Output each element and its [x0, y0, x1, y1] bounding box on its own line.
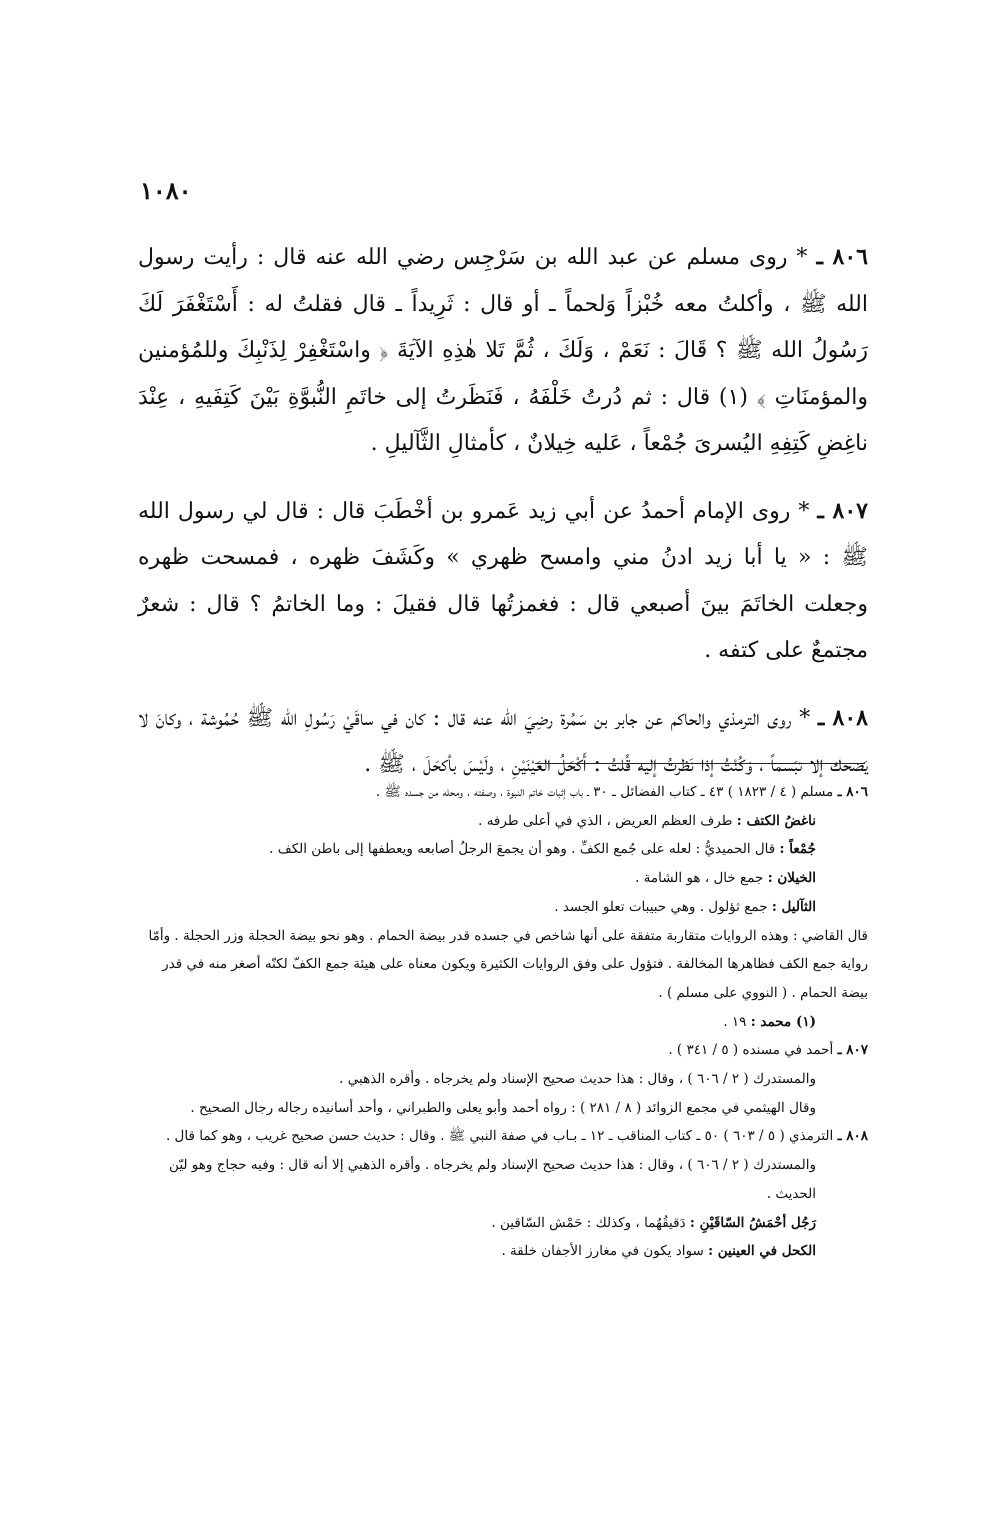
footnote-label: ناغضُ الكتف : — [736, 812, 816, 829]
footnote-text: سواد يكون في مغارز الأجفان خلقة . — [501, 1243, 704, 1260]
footnote-label: الخيلان : — [767, 870, 816, 887]
footnote-line — [138, 1094, 868, 1123]
footnote-text: جمع ثؤلول . وهي حبيبات تعلو الجسد . — [554, 898, 768, 915]
footnote-text: مسلم ( ٤ / ١٨٢٣ ) ٤٣ ـ كتاب الفضائل ـ ٣٠ ـ باب إثبات خاتم النبوة ، وصفته ، ومحله من جسده ﷺ . — [375, 784, 834, 800]
hadith-text: * روى الإمام أحمدُ عن أبي زيد عَمرو بن أخْطَبَ قال : قال لي رسول الله ﷺ : « يا أبا زيد ادنُ مني وامسح ظهري » وكَشَفَ ظهره ، فمسحت ظهره وجعلت الخاتَمَ بينَ أصبعي قال : فغمزتُها قال فقيلَ : وما الخاتمُ ؟ قال : شعرٌ مجتمعٌ على كتفه . — [138, 498, 868, 663]
footnote-text: وقال الهيثمي في مجمع الزوائد ( ٨ / ٢٨١ ) : رواه أحمد وأبو يعلى والطبراني ، وأحد أسانيده رجاله رجال الصحيح . — [190, 1099, 816, 1116]
main-text — [138, 234, 868, 809]
footnote-number: ٨٠٨ ـ — [837, 1128, 868, 1145]
footnote-line — [138, 1209, 868, 1238]
footnote-text: قال الحميديُّ : لعله على جُمع الكفِّ . وهو أن يجمعَ الرجلُ أصابعه ويعطفها إلى باطن الكف . — [269, 841, 776, 858]
footnote-text: أحمد في مسنده ( ٥ / ٣٤١ ) . — [668, 1042, 834, 1059]
hadith-text: * روى مسلم عن عبد الله بن سَرْجِس رضي الله عنه قال : رأيت رسول الله ﷺ ، وأكلتُ معه خُبْزاً وَلحماً ـ أو قال : ثَرِيداً ـ قال فقلتُ له : أَسْتَغْفَرَ لَكَ رَسُولُ الله ﷺ ؟ قَالَ : نَعَمْ ، وَلَكَ ، ثُمَّ تَلا هٰذِهِ الآيَةَ ﴿ واسْتَغْفِرْ لِذَنْبِكَ وللمُؤمنين والمؤمنَاتِ ﴾ (١) قال : ثم دُرتُ خَلْفَهُ ، فَنَظَرتُ إلى خاتَمِ النُّبوَّةِ بَيْنَ كَتِفَيهِ ، عِنْدَ ناغِضِ كَتِفِهِ اليُسرىَ جُمْعاً ، عَليه خِيلانٌ ، كأمثالِ الثَّآليلِ . — [138, 245, 868, 456]
footnote-text: جمع خال ، هو الشامة . — [635, 870, 764, 887]
footnote-line — [138, 893, 868, 922]
footnote-text: والمستدرك ( ٢ / ٦٠٦ ) ، وقال : هذا حديث صحيح الإسناد ولم يخرجاه . وأقره الذهبي إلا أنه قال : وفيه حجاج وهو ليّن الحديث . — [169, 1157, 816, 1202]
hadith-number: ٨٠٨ ـ — [817, 704, 868, 731]
hadith-paragraph — [138, 234, 868, 468]
footnote-label: جُمْعاً : — [779, 841, 816, 858]
footnote-text: ١٩ . — [723, 1013, 747, 1030]
page-number: ١٠٨٠ — [140, 176, 192, 205]
footnote-line — [138, 807, 868, 836]
footnote-line — [138, 1237, 868, 1266]
footnote-line — [138, 1036, 868, 1065]
footnote-text: دَقيقُهُما ، وكذلك : حَمْش السّاقين . — [491, 1214, 686, 1231]
footnote-line — [138, 1065, 868, 1094]
footnote-text: قال القاضي : وهذه الروايات متقاربة متفقة على أنها شاخص في جسده قدر بيضة الحمام . وهو نحو بيضة الحجلة وزر الحجلة . وأمّا رواية جمع الكف فظاهرها المخالفة . فتؤول على وفق الروايات الكثيرة ويكون معناه على هيئة جمع الكفّ لكنّه أصغر منه في قدر بيضة الحمام . ( النووي على مسلم ) . — [148, 927, 868, 1001]
footnote-line — [138, 1151, 868, 1208]
footnote-line — [138, 1122, 868, 1151]
footnote-label: الثآليل : — [771, 898, 816, 915]
hadith-paragraph — [138, 695, 868, 789]
footnote-text: والمستدرك ( ٢ / ٦٠٦ ) ، وقال : هذا حديث صحيح الإسناد ولم يخرجاه . وأقره الذهبي . — [339, 1071, 816, 1088]
footnote-line — [138, 778, 868, 807]
footnote-label: الكحل في العينين : — [708, 1243, 816, 1260]
footnote-text: الترمذي ( ٥ / ٦٠٣ ) ٥٠ ـ كتاب المناقب ـ ١٢ ـ بـاب في صفة النبي ﷺ . وقال : حديث حسن صحيح غريب ، وهو كما قال . — [165, 1128, 834, 1145]
footnote-label: رَجُل أحْمَشُ السّاقَيْنِ : — [689, 1214, 816, 1231]
footnote-line — [138, 1008, 868, 1037]
footnotes — [138, 778, 868, 1266]
hadith-paragraph — [138, 488, 868, 675]
hadith-text: * روى الترمذي والحاكم عن جابر بن سَمُرة رضِيَ الله عنه قال : كان في ساقَيْ رَسُولِ الله ﷺ حُمُوشة ، وكانَ لا يَضحك إلا تبَسماً ، وَكُنْتُ إذا نَظرتُ إليه قُلتُ : أَكْحَلُ العَيْنَيْنِ ، ولَيْسَ بأكحَلَ ، ﷺ . — [138, 705, 868, 777]
hadith-number: ٨٠٦ ـ — [816, 244, 868, 270]
footnote-number: ٨٠٦ ـ — [837, 784, 868, 800]
hadith-number: ٨٠٧ ـ — [817, 497, 868, 524]
footnote-number: ٨٠٧ ـ — [837, 1042, 868, 1059]
footnote-line — [138, 922, 868, 1008]
footnote-text: طرف العظم العريض ، الذي في أعلى طرفه . — [478, 812, 733, 829]
footnote-line — [138, 835, 868, 864]
footnote-label: (١) محمد : — [750, 1013, 816, 1030]
footnote-line — [138, 864, 868, 893]
footnote-divider — [535, 763, 865, 764]
